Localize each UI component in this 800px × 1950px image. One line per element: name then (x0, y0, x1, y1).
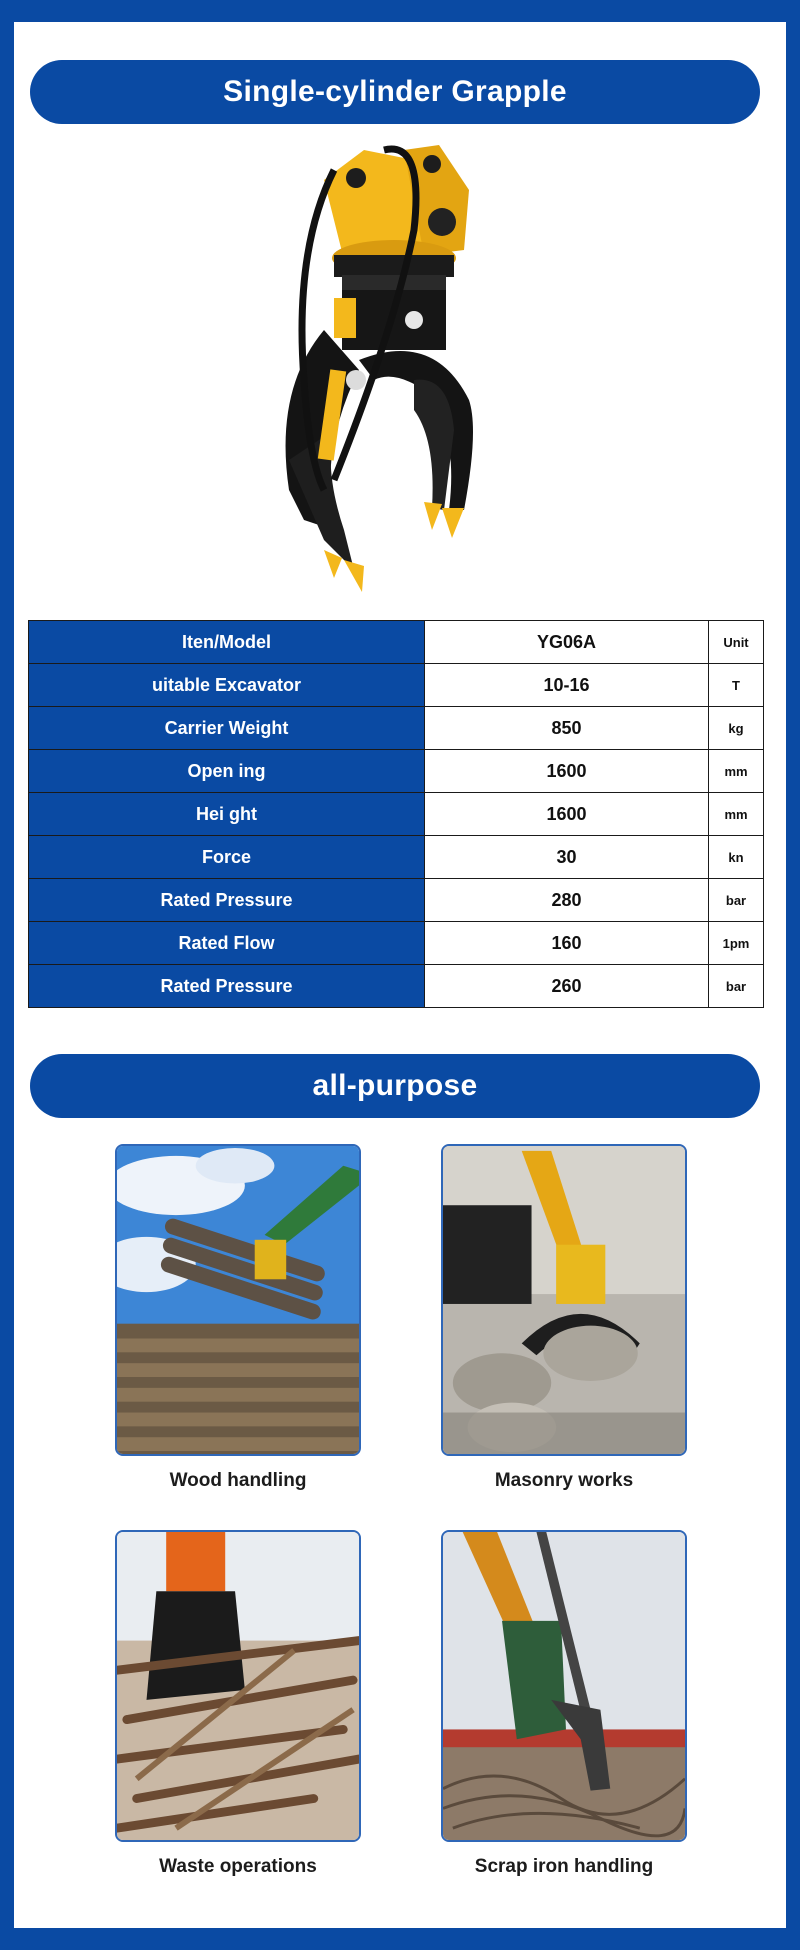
spec-value: YG06A (425, 621, 709, 664)
spec-label: Carrier Weight (29, 707, 425, 750)
spec-unit: kg (709, 707, 764, 750)
spec-value: 260 (425, 965, 709, 1008)
application-caption: Scrap iron handling (474, 1856, 654, 1877)
grapple-product-image (264, 130, 564, 630)
spec-label: Open ing (29, 750, 425, 793)
spec-value: 280 (425, 879, 709, 922)
spec-table (28, 620, 764, 1008)
application-caption: Waste operations (159, 1856, 317, 1877)
spec-label: Iten/Model (29, 621, 425, 664)
spec-label: Rated Pressure (29, 879, 425, 922)
spec-value: 160 (425, 922, 709, 965)
spec-unit: mm (709, 750, 764, 793)
spec-unit: mm (709, 793, 764, 836)
spec-unit: T (709, 664, 764, 707)
spec-value: 850 (425, 707, 709, 750)
table-row (29, 750, 764, 793)
table-row (29, 707, 764, 750)
spec-label: Rated Flow (29, 922, 425, 965)
spec-value: 30 (425, 836, 709, 879)
spec-value: 1600 (425, 793, 709, 836)
spec-value: 10-16 (425, 664, 709, 707)
title-banner (30, 60, 760, 124)
masonry-works-photo (441, 1144, 687, 1456)
table-row (29, 879, 764, 922)
spec-unit: bar (709, 879, 764, 922)
table-row (29, 965, 764, 1008)
spec-unit: 1pm (709, 922, 764, 965)
page-title: Single-cylinder Grapple (223, 75, 567, 108)
scrap-iron-photo (441, 1530, 687, 1842)
table-row (29, 621, 764, 664)
spec-label: Hei ght (29, 793, 425, 836)
spec-value: 1600 (425, 750, 709, 793)
section-banner (30, 1054, 760, 1118)
application-caption: Wood handling (169, 1470, 307, 1491)
spec-unit: Unit (709, 621, 764, 664)
table-row (29, 836, 764, 879)
spec-label: Rated Pressure (29, 965, 425, 1008)
table-row (29, 664, 764, 707)
wood-handling-photo (115, 1144, 361, 1456)
spec-label: Force (29, 836, 425, 879)
waste-operations-photo (115, 1530, 361, 1842)
spec-unit: bar (709, 965, 764, 1008)
table-row (29, 793, 764, 836)
spec-label: uitable Excavator (29, 664, 425, 707)
section-title: all-purpose (312, 1069, 478, 1102)
page-frame (14, 22, 786, 1928)
spec-unit: kn (709, 836, 764, 879)
application-caption: Masonry works (494, 1470, 634, 1491)
table-row (29, 922, 764, 965)
